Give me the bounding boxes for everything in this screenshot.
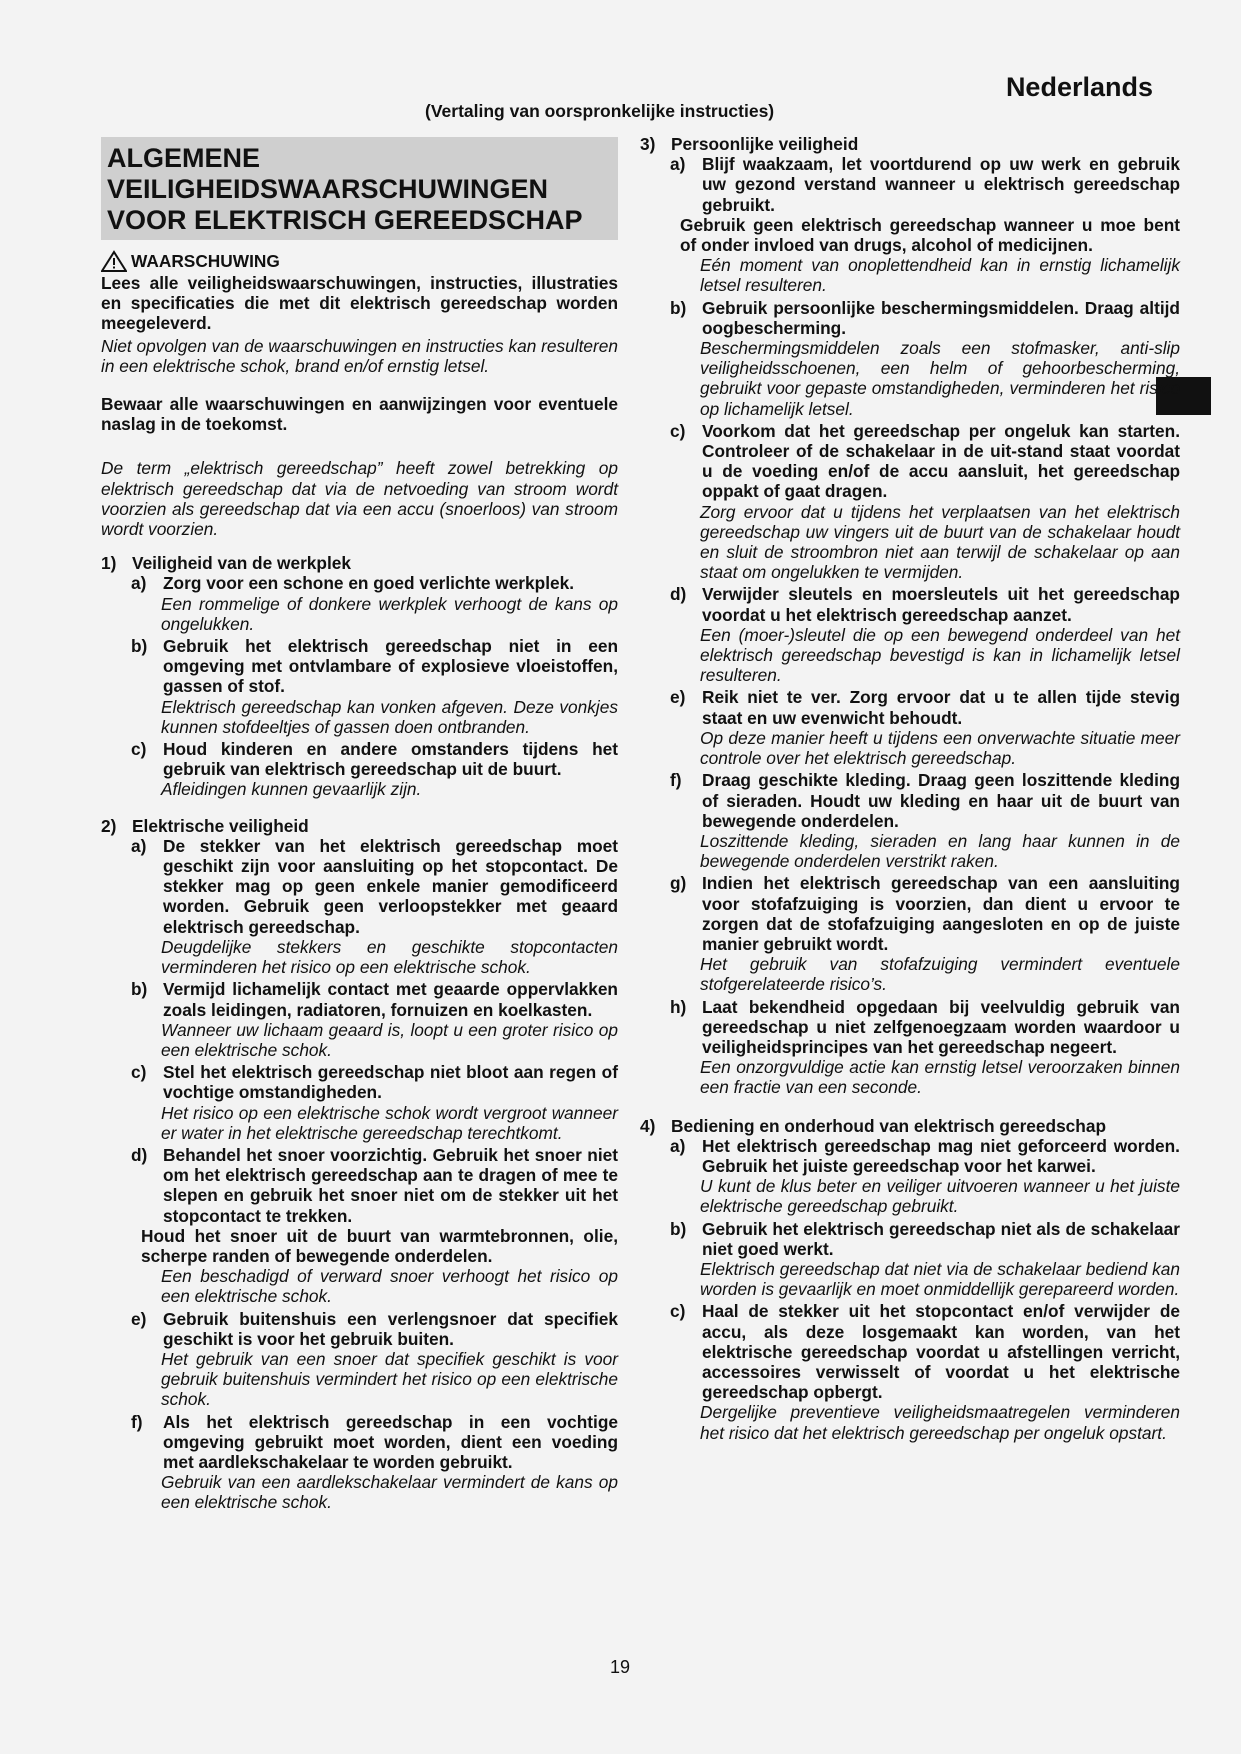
language-heading: Nederlands xyxy=(1005,72,1153,102)
warning-triangle-icon xyxy=(101,250,127,273)
list-item: f) Draag geschikte kleding. Draag geen loszittende kleding of sieraden. Houdt uw kleding en haar uit de buurt van bewegende onderdelen. xyxy=(670,770,1180,831)
item-extra: Houd het snoer uit de buurt van warmtebronnen, olie, scherpe randen of bewegende onderdelen. xyxy=(141,1225,618,1266)
page-number: 19 xyxy=(610,1657,631,1677)
intro-bold: Lees alle veiligheidswaarschuwingen, instructies, illustraties en specificaties die met dit elektrisch gereedschap worden meegeleverd. xyxy=(101,273,618,334)
list-item: b) Gebruik het elektrisch gereedschap niet in een omgeving met ontvlambare of explosieve vloeistoffen, gassen of stof. xyxy=(131,636,618,697)
list-item: c) Stel het elektrisch gereedschap niet bloot aan regen of vochtige omstandigheden. xyxy=(131,1062,618,1103)
item-note: Een rommelige of donkere werkplek verhoogt de kans op ongelukken. xyxy=(161,593,618,634)
item-extra: Gebruik geen elektrisch gereedschap wanneer u moe bent of onder invloed van drugs, alcohol of medicijnen. xyxy=(680,214,1180,256)
item-note: Gebruik van een aardlekschakelaar vermindert de kans op een elektrische schok. xyxy=(161,1472,618,1513)
keep-instructions: Bewaar alle waarschuwingen en aanwijzingen voor eventuele naslag in de toekomst. xyxy=(101,394,618,435)
item-note: Wanneer uw lichaam geaard is, loopt u een groter risico op een elektrische schok. xyxy=(161,1019,618,1060)
item-note: Afleidingen kunnen gevaarlijk zijn. xyxy=(161,779,422,800)
section-heading: 3) Persoonlijke veiligheid xyxy=(640,134,859,154)
list-item: a) De stekker van het elektrisch gereedschap moet geschikt zijn voor aansluiting op het stopcontact. De stekker mag op geen enkele manier gemodificeerd worden. Gebruik geen verloopstekker met geaard elektrisch gereedschap. xyxy=(131,835,618,937)
warning-label: WAARSCHUWING xyxy=(131,251,280,272)
item-note: Dergelijke preventieve veiligheidsmaatregelen verminderen het risico dat het elektrisch gereedschap per ongeluk opstart. xyxy=(700,1402,1180,1443)
title-line: ALGEMENE xyxy=(107,143,261,173)
list-item: b) Gebruik persoonlijke beschermingsmiddelen. Draag altijd oogbescherming. xyxy=(670,297,1180,338)
term-definition: De term „elektrisch gereedschap” heeft zowel betrekking op elektrisch gereedschap dat via de netvoeding van stroom wordt voorzien als gereedschap dat via een accu (snoerloos) van stroom wordt voorzien. xyxy=(101,458,618,540)
list-item: e) Gebruik buitenshuis een verlengsnoer dat specifiek geschikt is voor het gebruik buiten. xyxy=(131,1308,618,1349)
list-item: d) Verwijder sleutels en moersleutels uit het gereedschap voordat u het elektrisch gereedschap aanzet. xyxy=(670,584,1180,625)
title-line: VOOR ELEKTRISCH GEREEDSCHAP xyxy=(107,205,583,235)
list-item: g) Indien het elektrisch gereedschap van een aansluiting voor stofafzuiging is voorzien, dan dient u ervoor te zorgen dat de stofafzuiging aangesloten en op de juiste manier gebruikt wordt. xyxy=(670,873,1180,954)
item-note: Loszittende kleding, sieraden en lang haar kunnen in de bewegende onderdelen verstrikt raken. xyxy=(700,830,1180,872)
intro-italic: Niet opvolgen van de waarschuwingen en instructies kan resulteren in een elektrische schok, brand en/of ernstig letsel. xyxy=(101,335,618,376)
list-item: e) Reik niet te ver. Zorg ervoor dat u te allen tijde stevig staat en uw evenwicht behoudt. xyxy=(670,687,1180,728)
item-note: Elektrisch gereedschap dat niet via de schakelaar bediend kan worden is gevaarlijk en moet onmiddellijk gerepareerd worden. xyxy=(700,1258,1180,1300)
list-item: c) Voorkom dat het gereedschap per ongeluk kan starten. Controleer of de schakelaar in de uit-stand staat voordat u de voeding en/of de accu aansluit, het gereedschap oppakt of gaat dragen. xyxy=(670,420,1180,502)
warning-heading xyxy=(101,250,618,273)
item-note: Een beschadigd of verward snoer verhoogt het risico op een elektrische schok. xyxy=(161,1266,618,1307)
item-note: Op deze manier heeft u tijdens een onverwachte situatie meer controle over het elektrisch gereedschap. xyxy=(700,727,1180,769)
section-heading: 2) Elektrische veiligheid xyxy=(101,815,309,836)
section-title xyxy=(101,137,618,240)
item-note: Het gebruik van stofafzuiging vermindert eventuele stofgerelateerde risico’s. xyxy=(700,954,1180,995)
right-column xyxy=(640,132,1180,1445)
item-note: Beschermingsmiddelen zoals een stofmasker, anti-slip veiligheidsschoenen, een helm of gehoorbescherming, gebruikt voor gepaste omstandigheden, verminderen het risico op lichamelijk letsel. xyxy=(700,338,1180,419)
list-item: c) Haal de stekker uit het stopcontact en/of verwijder de accu, als deze losgemaakt kan worden, van het elektrische gereedschap voordat u afstellingen verricht, accessoires verwisselt of voordat u het elektrische gereedschap opbergt. xyxy=(670,1301,1180,1403)
translation-subtitle: (Vertaling van oorspronkelijke instructies) xyxy=(425,101,775,121)
item-note: Eén moment van onoplettendheid kan in ernstig lichamelijk letsel resulteren. xyxy=(700,255,1180,296)
item-note: Een onzorgvuldige actie kan ernstig letsel veroorzaken binnen een fractie van een seconde. xyxy=(700,1057,1180,1098)
item-note: Een (moer-)sleutel die op een bewegend onderdeel van het elektrisch gereedschap bevestigd is kan in lichamelijk letsel resulteren. xyxy=(700,624,1180,686)
item-note: U kunt de klus beter en veiliger uitvoeren wanneer u het juiste elektrische gereedschap gebruikt. xyxy=(700,1176,1180,1217)
list-item: b) Gebruik het elektrisch gereedschap niet als de schakelaar niet goed werkt. xyxy=(670,1218,1180,1259)
list-item: a) Het elektrisch gereedschap mag niet geforceerd worden. Gebruik het juiste gereedschap voor het karwei. xyxy=(670,1135,1180,1176)
title-line: VEILIGHEIDSWAARSCHUWINGEN xyxy=(107,174,549,204)
left-column xyxy=(101,137,618,1515)
list-item: h) Laat bekendheid opgedaan bij veelvuldig gebruik van gereedschap u niet zelfgenoegzaam worden waardoor u veiligheidsprincipes van het gereedschap negeert. xyxy=(670,996,1180,1057)
section-heading: 1) Veiligheid van de werkplek xyxy=(101,553,351,574)
list-item: c) Houd kinderen en andere omstanders tijdens het gebruik van elektrisch gereedschap uit de buurt. xyxy=(131,739,618,780)
list-item: b) Vermijd lichamelijk contact met geaarde oppervlakken zoals leidingen, radiatoren, fornuizen en koelkasten. xyxy=(131,979,618,1020)
item-note: Deugdelijke stekkers en geschikte stopcontacten verminderen het risico op een elektrische schok. xyxy=(161,936,618,978)
list-item: a) Zorg voor een schone en goed verlichte werkplek. xyxy=(131,573,575,594)
list-item: a) Blijf waakzaam, let voortdurend op uw werk en gebruik uw gezond verstand wanneer u elektrisch gereedschap gebruikt. xyxy=(670,154,1180,215)
item-note: Zorg ervoor dat u tijdens het verplaatsen van het elektrisch gereedschap uw vingers uit de buurt van de schakelaar houdt en sluit de stroombron niet aan terwijl de schakelaar op aan staat om ongelukken te vermijden. xyxy=(700,501,1180,583)
item-note: Elektrisch gereedschap kan vonken afgeven. Deze vonkjes kunnen stofdeeltjes of gassen doen ontbranden. xyxy=(161,696,618,737)
list-item: f) Als het elektrisch gereedschap in een vochtige omgeving gebruikt moet worden, dient een voeding met aardlekschakelaar te worden gebruikt. xyxy=(131,1411,618,1472)
item-note: Het gebruik van een snoer dat specifiek geschikt is voor gebruik buitenshuis vermindert het risico op een elektrische schok. xyxy=(161,1348,618,1410)
list-item: d) Behandel het snoer voorzichtig. Gebruik het snoer niet om het elektrisch gereedschap aan te dragen of mee te slepen en gebruik het snoer niet om de stekker uit het stopcontact te trekken. xyxy=(131,1144,618,1226)
item-note: Het risico op een elektrische schok wordt vergroot wanneer er water in het elektrische gereedschap terechtkomt. xyxy=(161,1102,618,1143)
section-heading: 4) Bediening en onderhoud van elektrisch gereedschap xyxy=(640,1115,1107,1136)
